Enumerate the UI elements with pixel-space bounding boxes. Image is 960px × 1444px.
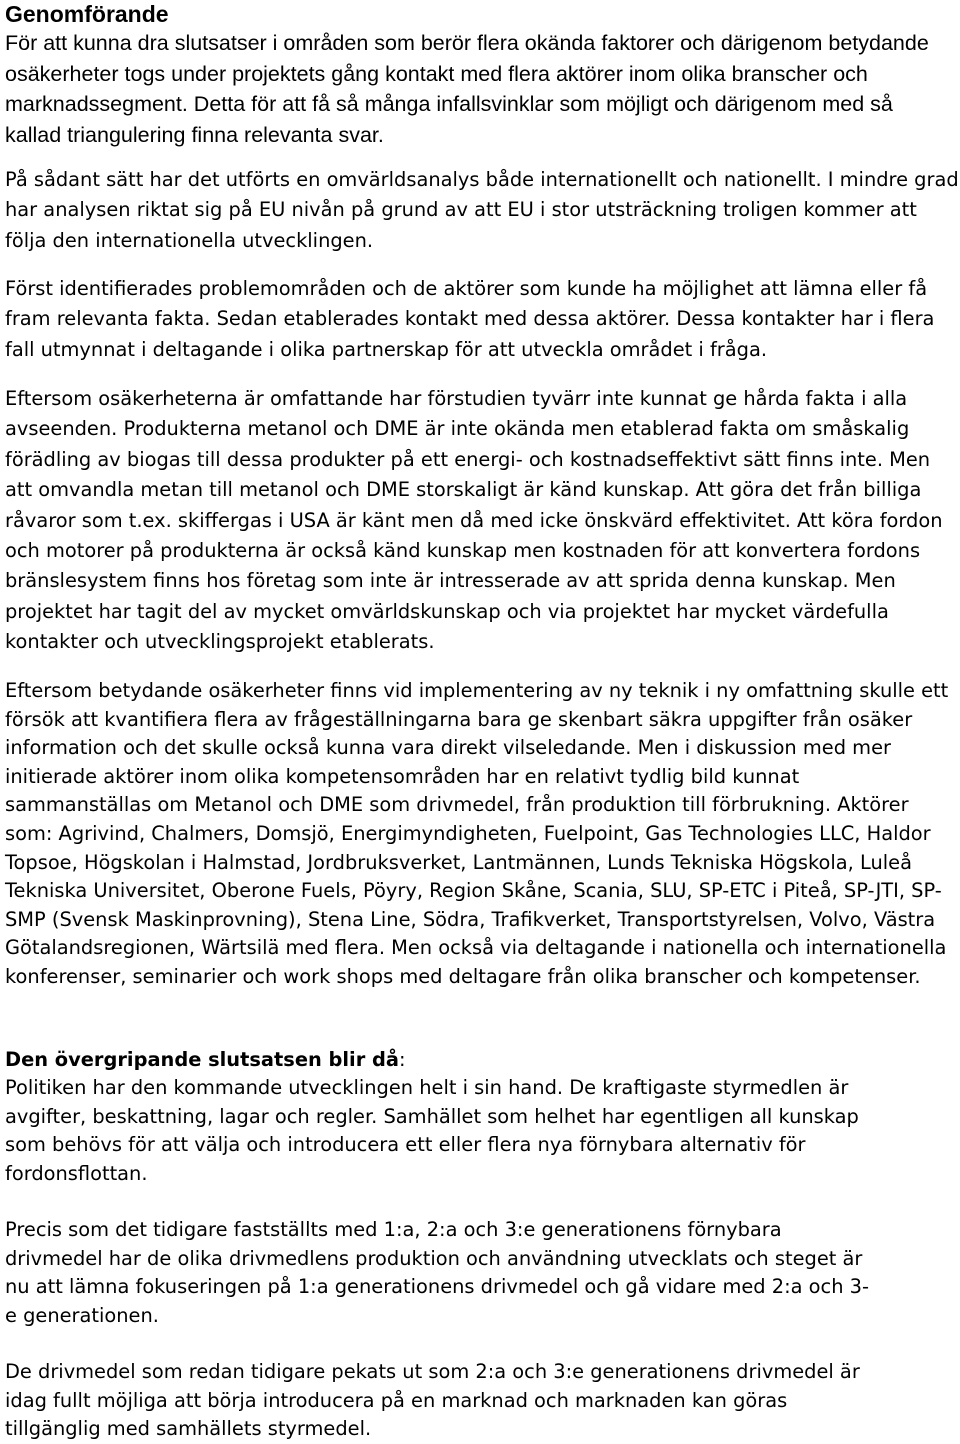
paragraph-aktorer: Eftersom betydande osäkerheter finns vid implementering av ny teknik i ny omfattning skulle ett försök att kvantifiera flera av frågeställningarna bara ge skenbart säkra uppgifter från osäker information och det skulle också kunna vara direkt vilseledande. Men i diskussion med mer initierade aktörer inom olika kompetensområden har en relativt tydlig bild kunnat sammanställas om Metanol och DME som drivmedel, från produktion till förbrukning. Aktörer som: Agrivind, Chalmers, Domsjö, Energimyndigheten, Fuelpoint, Gas Technologies LLC, Haldor Topsoe, Högskolan i Halmstad, Jordbruksverket, Lantmännen, Lunds Tekniska Högskola, Luleå Tekniska Universitet, Oberone Fuels, Pöyry, Region Skåne, Scania, SLU, SP-ETC i Piteå, SP-JTI, SP- SMP (Svensk Maskinprovning), Stena Line, Södra, Trafikverket, Transportstyrelsen, Volvo, Västra Götalandsregionen, Wärtsilä med flera. Men också via deltagande i nationella och internationella konferenser, seminarier och work shops med deltagare från olika branscher och kompetenser. (5, 679, 949, 988)
paragraph-intro: För att kunna dra slutsatser i områden som berör flera okända faktorer och därigenom betydande osäkerheter togs under projektets gång kontakt med flera aktörer inom olika branscher och marknadssegment. Detta för att få så många infallsvinklar som möjligt och därigenom med så kallad triangulering finna relevanta svar. (5, 31, 929, 147)
conclusion-heading-text: Den övergripande slutsatsen blir då (5, 1048, 399, 1071)
paragraph-osakerheter: Eftersom osäkerheterna är omfattande har förstudien tyvärr inte kunnat ge hårda fakta i alla avseenden. Produkterna metanol och DME är inte okända men etablerad fakta om småskalig förädling av biogas till dessa produkter på ett energi- och kostnadseffektivt sätt finns inte. Men att omvandla metan till metanol och DME storskaligt är känd kunskap. Att göra det från billiga råvaror som t.ex. skiffergas i USA är känt men då med icke önskvärd effektivitet. Att köra fordon och motorer på produkterna är också känd kunskap men kostnaden för att konvertera fordons bränslesystem finns hos företag som inte är intresserade av att sprida denna kunskap. Men projektet har tagit del av mycket omvärldskunskap och via projektet har mycket värdefulla kontakter och utvecklingsprojekt etablerats. (5, 387, 943, 654)
paragraph-problemomraden: Först identifierades problemområden och de aktörer som kunde ha möjlighet att lämna eller få fram relevanta fakta. Sedan etablerades kontakt med dessa aktörer. Dessa kontakter har i flera fall utmynnat i deltagande i olika partnerskap för att utveckla området i fråga. (5, 277, 935, 361)
paragraph-omvarldsanalys: På sådant sätt har det utförts en omvärldsanalys både internationellt och nationellt. I mindre grad har analysen riktat sig på EU nivån på grund av att EU i stor utsträckning troligen kommer att följa den internationella utvecklingen. (5, 168, 959, 252)
conclusion-heading-colon: : (398, 1048, 406, 1071)
paragraph-drivmedel: De drivmedel som redan tidigare pekats ut som 2:a och 3:e generationens drivmedel är idag fullt möjliga att börja introducera på en marknad och marknaden kan göras tillgänglig med samhällets styrmedel. (5, 1360, 860, 1441)
conclusion-heading (5, 1045, 406, 1074)
section-title: Genomförande (5, 1, 169, 27)
paragraph-politiken: Politiken har den kommande utvecklingen helt i sin hand. De kraftigaste styrmedlen är avgifter, beskattning, lagar och regler. Samhället som helhet har egentligen all kunskap som behövs för att välja och introducera ett eller flera nya förnybara alternativ för fordonsflottan. (5, 1076, 859, 1185)
paragraph-generationer: Precis som det tidigare fastställts med 1:a, 2:a och 3:e generationens förnybara drivmedel har de olika drivmedlens produktion och användning utvecklats och steget är nu att lämna fokuseringen på 1:a generationens drivmedel och gå vidare med 2:a och 3-e generationen. (5, 1218, 869, 1327)
